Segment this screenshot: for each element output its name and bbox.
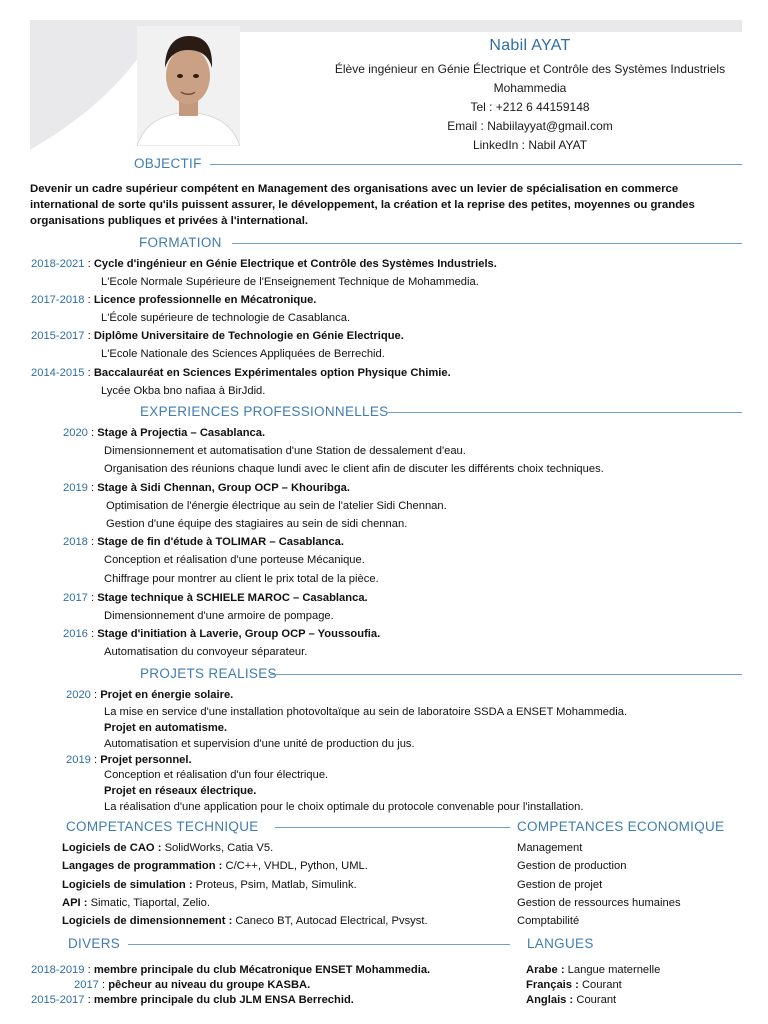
skill-item: Logiciels de simulation : Proteus, Psim, Matlab, Simulink. — [62, 879, 357, 891]
experience-detail: Chiffrage pour montrer au client le prix total de la pièce. — [104, 573, 379, 585]
formation-item: 2014-2015 : Baccalauréat en Sciences Expérimentales option Physique Chimie. — [31, 367, 451, 379]
candidate-subtitle: Élève ingénieur en Génie Électrique et Contrôle des Systèmes Industriels — [334, 62, 726, 76]
eco-skill-item: Gestion de production — [517, 860, 627, 872]
skill-item: Logiciels de dimensionnement : Caneco BT, Autocad Electrical, Pvsyst. — [62, 915, 428, 927]
candidate-email[interactable]: Email : Nabiilayyat@gmail.com — [447, 119, 613, 133]
project-item: 2019 : Projet personnel. — [66, 754, 192, 766]
section-title-formation: FORMATION — [139, 235, 222, 250]
candidate-name: Nabil AYAT — [489, 37, 571, 54]
project-detail: Conception et réalisation d'un four électrique. — [104, 769, 329, 781]
experience-item: 2016 : Stage d'initiation à Laverie, Group OCP – Youssoufia. — [63, 628, 381, 640]
objective-text: Devenir un cadre supérieur compétent en Management des organisations avec un levier de spécialisation en commerce international de sorte qu'ils puissent assurer, le développement, la création et la reprise des petites, moyennes ou grandes organisations publiques et privées à l'international. — [30, 183, 695, 227]
divers-item: 2015-2017 : membre principale du club JLM ENSA Berrechid. — [31, 994, 354, 1006]
formation-school: L'École supérieure de technologie de Casablanca. — [101, 312, 351, 324]
eco-skill-item: Gestion de projet — [517, 879, 603, 891]
section-rule — [270, 674, 742, 675]
experience-detail: Conception et réalisation d'une porteuse Mécanique. — [104, 554, 365, 566]
project-title: Projet en réseaux électrique. — [104, 785, 257, 797]
experience-detail: Organisation des réunions chaque lundi avec le client afin de discuter les différents choix techniques. — [104, 463, 604, 475]
experience-detail: Optimisation de l'énergie électrique au sein de l'atelier Sidi Chennan. — [106, 500, 447, 512]
formation-school: L'Ecole Normale Supérieure de l'Enseignement Technique de Mohammedia. — [101, 276, 479, 288]
section-title-divers: DIVERS — [68, 936, 121, 951]
experience-item: 2017 : Stage technique à SCHIELE MAROC – Casablanca. — [63, 592, 368, 604]
formation-item: 2017-2018 : Licence professionnelle en Mécatronique. — [31, 294, 317, 306]
profile-photo — [137, 26, 240, 146]
section-rule — [232, 243, 742, 244]
section-title-langues: LANGUES — [527, 936, 594, 951]
formation-school: L'Ecole Nationale des Sciences Appliquées de Berrechid. — [101, 348, 385, 360]
experience-item: 2019 : Stage à Sidi Chennan, Group OCP – Khouribga. — [63, 482, 351, 494]
candidate-city: Mohammedia — [493, 81, 567, 95]
section-rule — [128, 944, 510, 945]
language-item: Anglais : Courant — [526, 994, 617, 1006]
divers-item: 2017 : pêcheur au niveau du groupe KASBA. — [74, 979, 311, 991]
section-title-competences-technique: COMPETANCES TECHNIQUE — [66, 819, 259, 834]
skill-item: API : Simatic, Tiaportal, Zelio. — [62, 897, 210, 909]
eco-skill-item: Gestion de ressources humaines — [517, 897, 681, 909]
project-title: Projet en automatisme. — [104, 722, 228, 734]
section-rule — [210, 164, 742, 165]
project-item: 2020 : Projet en énergie solaire. — [66, 689, 234, 701]
section-title-projets: PROJETS REALISES — [140, 666, 277, 681]
contact-block — [300, 34, 760, 155]
formation-school: Lycée Okba bno nafiaa à BirJdid. — [101, 385, 266, 397]
skill-item: Langages de programmation : C/C++, VHDL, Python, UML. — [62, 860, 368, 872]
section-title-experiences: EXPERIENCES PROFESSIONNELLES — [140, 404, 389, 419]
project-detail: Automatisation et supervision d'une unité de production du jus. — [104, 738, 415, 750]
experience-detail: Gestion d'une équipe des stagiaires au sein de sidi chennan. — [106, 518, 408, 530]
experience-detail: Dimensionnement et automatisation d'une Station de dessalement d'eau. — [104, 445, 466, 457]
section-title-competences-economique: COMPETANCES ECONOMIQUE — [517, 819, 725, 834]
language-item: Arabe : Langue maternelle — [526, 964, 661, 976]
experience-detail: Automatisation du convoyeur séparateur. — [104, 646, 308, 658]
project-detail: La réalisation d'une application pour le choix optimale du protocole convenable pour l'installation. — [104, 801, 584, 813]
experience-item: 2018 : Stage de fin d'étude à TOLIMAR – Casablanca. — [63, 536, 344, 548]
language-item: Français : Courant — [526, 979, 622, 991]
eco-skill-item: Management — [517, 842, 583, 854]
experience-item: 2020 : Stage à Projectia – Casablanca. — [63, 427, 266, 439]
section-title-objectif: OBJECTIF — [134, 156, 202, 171]
section-rule — [275, 827, 510, 828]
project-detail: La mise en service d'une installation photovoltaïque au sein de laboratoire SSDA a ENSET Mohammedia. — [104, 706, 628, 718]
formation-item: 2015-2017 : Diplôme Universitaire de Technologie en Génie Electrique. — [31, 330, 404, 342]
eco-skill-item: Comptabilité — [517, 915, 580, 927]
skill-item: Logiciels de CAO : SolidWorks, Catia V5. — [62, 842, 274, 854]
formation-item: 2018-2021 : Cycle d'ingénieur en Génie Electrique et Contrôle des Systèmes Industriels. — [31, 258, 497, 270]
candidate-phone: Tel : +212 6 44159148 — [470, 100, 590, 114]
section-rule — [386, 412, 742, 413]
divers-item: 2018-2019 : membre principale du club Mécatronique ENSET Mohammedia. — [31, 964, 431, 976]
experience-detail: Dimensionnement d'une armoire de pompage. — [104, 610, 334, 622]
candidate-linkedin[interactable]: LinkedIn : Nabil AYAT — [472, 138, 588, 152]
